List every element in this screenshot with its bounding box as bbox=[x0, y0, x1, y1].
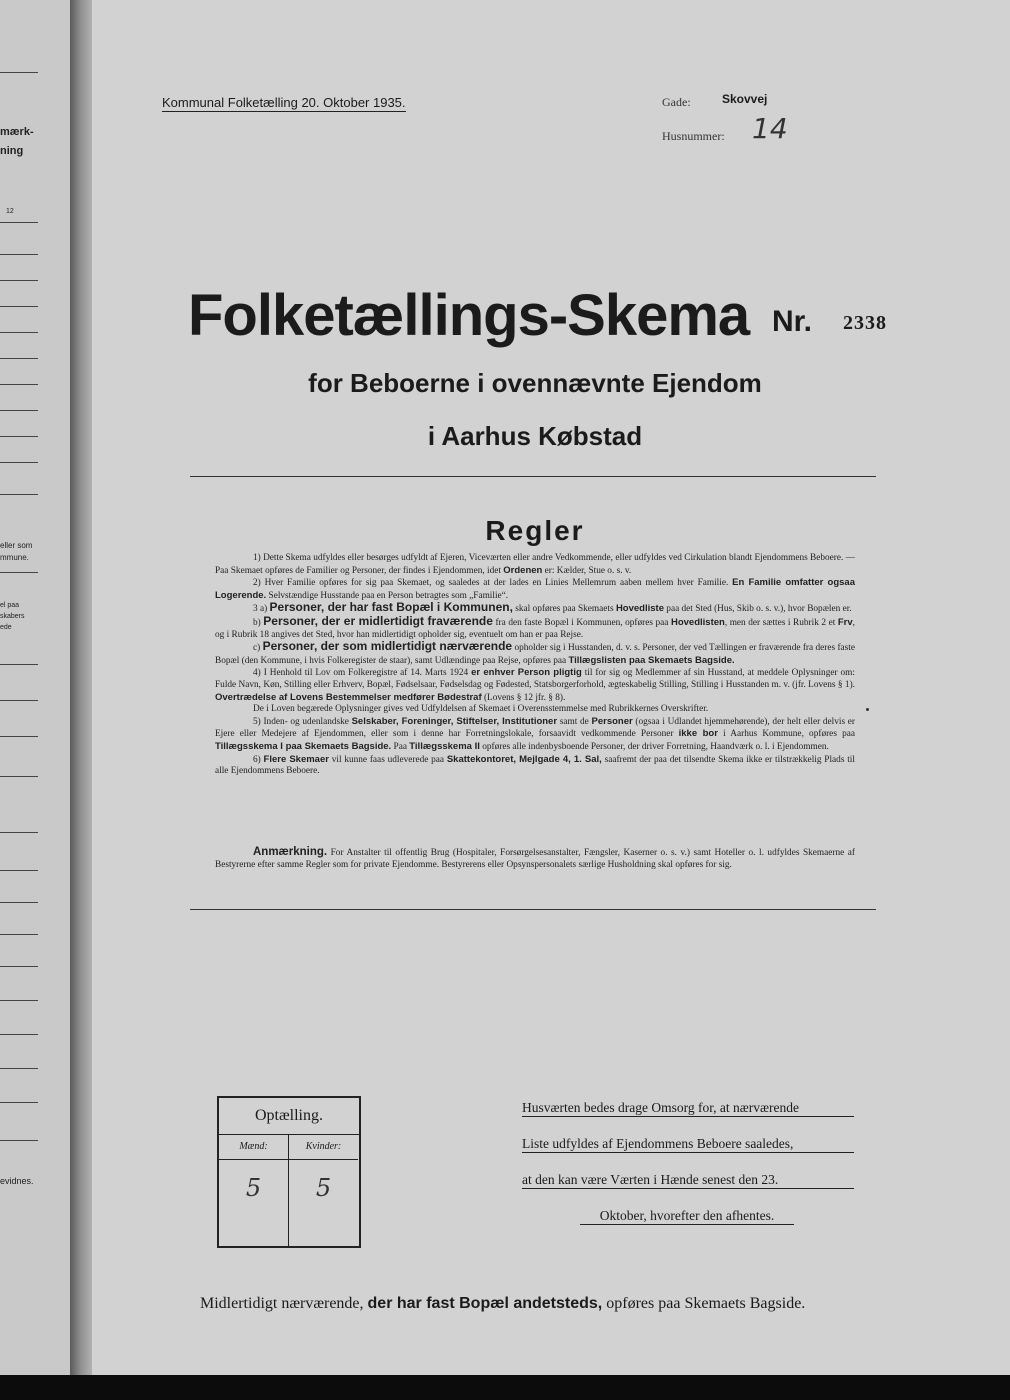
divider bbox=[190, 476, 876, 477]
fragment-text: 12 bbox=[6, 208, 14, 215]
ruled-line bbox=[0, 776, 38, 777]
ruled-line bbox=[0, 222, 38, 223]
ruled-line bbox=[0, 870, 38, 871]
rule-6: 6) Flere Skemaer vil kunne faas udleverede paa Skattekontoret, Mejlgade 4, 1. Sal, saafremt der paa det tilsendte Skema ikke er tilstrækkelig Plads til alle Ejendommens Beboere. bbox=[215, 753, 855, 777]
ruled-line bbox=[0, 1034, 38, 1035]
ruled-line bbox=[0, 254, 38, 255]
form-title: Folketællings-Skema bbox=[188, 283, 750, 348]
ruled-line bbox=[0, 1102, 38, 1103]
ruled-line bbox=[0, 832, 38, 833]
host-notice-line: at den kan være Værten i Hænde senest den 23. bbox=[522, 1172, 854, 1189]
ruled-line bbox=[0, 1140, 38, 1141]
ruled-line bbox=[0, 902, 38, 903]
rules-text bbox=[215, 553, 855, 778]
rule-2: 2) Hver Familie opføres for sig paa Skemaet, og saaledes at der lades en Linies Mellemrum aaben mellem hver Familie. En Familie omfatter ogsaa Logerende. Selvstændige Husstande paa en Person betragtes som „Familie“. bbox=[215, 577, 855, 601]
remark-heading: Anmærkning. bbox=[253, 846, 328, 858]
count-box-title: Optælling. bbox=[219, 1098, 359, 1135]
ruled-line bbox=[0, 572, 38, 573]
form-number-value: 2338 bbox=[843, 312, 887, 334]
host-notice-line: Liste udfyldes af Ejendommens Beboere saaledes, bbox=[522, 1136, 854, 1153]
footer-note: Midlertidigt nærværende, der har fast Bopæl andetsteds, opføres paa Skemaets Bagside. bbox=[200, 1295, 806, 1312]
count-box bbox=[217, 1096, 361, 1248]
women-label: Kvinder: bbox=[289, 1135, 358, 1160]
ruled-line bbox=[0, 332, 38, 333]
ruled-line bbox=[0, 410, 38, 411]
house-number-label: Husnummer: bbox=[662, 129, 725, 143]
ruled-line bbox=[0, 72, 38, 73]
ruled-line bbox=[0, 306, 38, 307]
rule-3c: c) Personer, der som midlertidigt nærværende opholder sig i Husstanden, d. v. s. Personer, der ved Tællingen er fraværende fra deres faste Bopæl (den Kommune, i hvis Folkeregister de staar), samt Udlændinge paa Rejse, opføres paa Tillægslisten paa Skemaets Bagside. bbox=[215, 639, 856, 666]
host-notice-line: Husværten bedes drage Omsorg for, at nærværende bbox=[522, 1100, 854, 1117]
men-label: Mænd: bbox=[219, 1135, 288, 1160]
ruled-line bbox=[0, 1068, 38, 1069]
rule-3b: b) Personer, der er midlertidigt fraværende fra den faste Bopæl i Kommunen, opføres paa Hovedlisten, men der sættes i Rubrik 2 et Frv, og i Rubrik 18 angives det Sted, hvor han midlertidigt opholder sig, eventuelt om han er paa Rejse. bbox=[215, 613, 855, 640]
fragment-text: ede bbox=[0, 624, 12, 631]
women-count: 5 bbox=[315, 1174, 332, 1202]
rule-4: 4) I Henhold til Lov om Folkeregistre af 14. Marts 1924 er enhver Person pligtig til for sig og Medlemmer af sin Husstand, at meddele Oplysninger om: Fulde Navn, Køn, Stilling eller Erhverv, Bopæl, Fødselsaar, Fødselsdag og Fødested, Statsborgerforhold, ægteskabelig Stilling, Stilling i Husstanden m. v. (jfr. Lovens § 1). Overtrædelse af Lovens Bestemmelser medfører Bødestraf (Lovens § 12 jfr. § 8). bbox=[215, 667, 855, 703]
ruled-line bbox=[0, 700, 38, 701]
ruled-line bbox=[0, 664, 38, 665]
fragment-text: eller som bbox=[0, 541, 33, 550]
fragment-text: mmune. bbox=[0, 553, 29, 562]
ruled-line bbox=[0, 1000, 38, 1001]
rule-4-note: De i Loven begærede Oplysninger gives ved Udfyldelsen af Skemaet i Overensstemmelse med Rubrikkernes Overskrifter. bbox=[253, 704, 709, 715]
form-number-label: Nr. bbox=[772, 305, 813, 338]
form-subtitle-city: i Aarhus Købstad bbox=[427, 421, 643, 451]
house-number-value: 14 bbox=[752, 112, 788, 145]
census-header: Kommunal Folketælling 20. Oktober 1935. bbox=[162, 95, 406, 110]
street-value: Skovvej bbox=[722, 92, 768, 106]
street-label: Gade: bbox=[662, 95, 691, 109]
ruled-line bbox=[0, 736, 38, 737]
men-column bbox=[219, 1135, 289, 1246]
ruled-line bbox=[0, 462, 38, 463]
fragment-text: mærk- bbox=[0, 126, 34, 138]
ink-speck bbox=[866, 708, 869, 711]
fragment-text: skabers bbox=[0, 613, 25, 620]
men-count: 5 bbox=[245, 1174, 262, 1202]
rules-heading: Regler bbox=[485, 515, 585, 546]
ruled-line bbox=[0, 280, 38, 281]
ruled-line bbox=[0, 934, 38, 935]
fragment-text: evidnes. bbox=[0, 1176, 34, 1186]
previous-page-strip bbox=[0, 0, 78, 1375]
rule-3a: 3 a) Personer, der har fast Bopæl i Kommunen, skal opføres paa Skemaets Hovedliste paa det Sted (Hus, Skib o. s. v.), hvor Bopælen er. bbox=[253, 600, 852, 615]
divider bbox=[190, 909, 876, 910]
ruled-line bbox=[0, 966, 38, 967]
fragment-text: ning bbox=[0, 145, 24, 157]
remark-text: Anmærkning. For Anstalter til offentlig Brug (Hospitaler, Forsørgelsesanstalter, Fængsler, Kaserner o. s. v.) samt Hoteller o. l. udfyldes Skemaerne af Bestyrerne efter samme Regler som for private Ejendomme. Bestyrerens eller Opsynspersonalets særlige Husholdning skal opføres for sig. bbox=[215, 846, 855, 870]
form-subtitle: for Beboerne i ovennævnte Ejendom bbox=[308, 368, 762, 398]
women-column bbox=[289, 1135, 358, 1246]
fragment-text: el paa bbox=[0, 602, 20, 609]
rule-5: 5) Inden- og udenlandske Selskaber, Foreninger, Stiftelser, Institutioner samt de Personer (ogsaa i Udlandet hjemmehørende), der helt eller delvis er Ejere eller Medejere af Ejendommen, eller som i denne har Forretningslokale, forsaavidt vedkommende Personer ikke bor i Aarhus Kommune, opføres paa Tillægsskema I paa Skemaets Bagside. Paa Tillægsskema II opføres alle indenbysboende Personer, der driver Forretning, Haandværk o. l. i Ejendommen. bbox=[215, 715, 856, 752]
rule-1: 1) Dette Skema udfyldes eller besørges udfyldt af Ejeren, Viceværten eller andre Vedkommende, eller udfyldes ved Cirkulation blandt Ejendommens Beboere. — Paa Skemaet opføres de Familier og Personer, der findes i Ejendommen, idet Ordenen er: Kælder, Stue o. s. v. bbox=[215, 553, 855, 576]
ruled-line bbox=[0, 358, 38, 359]
host-notice-line: Oktober, hvorefter den afhentes. bbox=[580, 1208, 794, 1225]
ruled-line bbox=[0, 494, 38, 495]
